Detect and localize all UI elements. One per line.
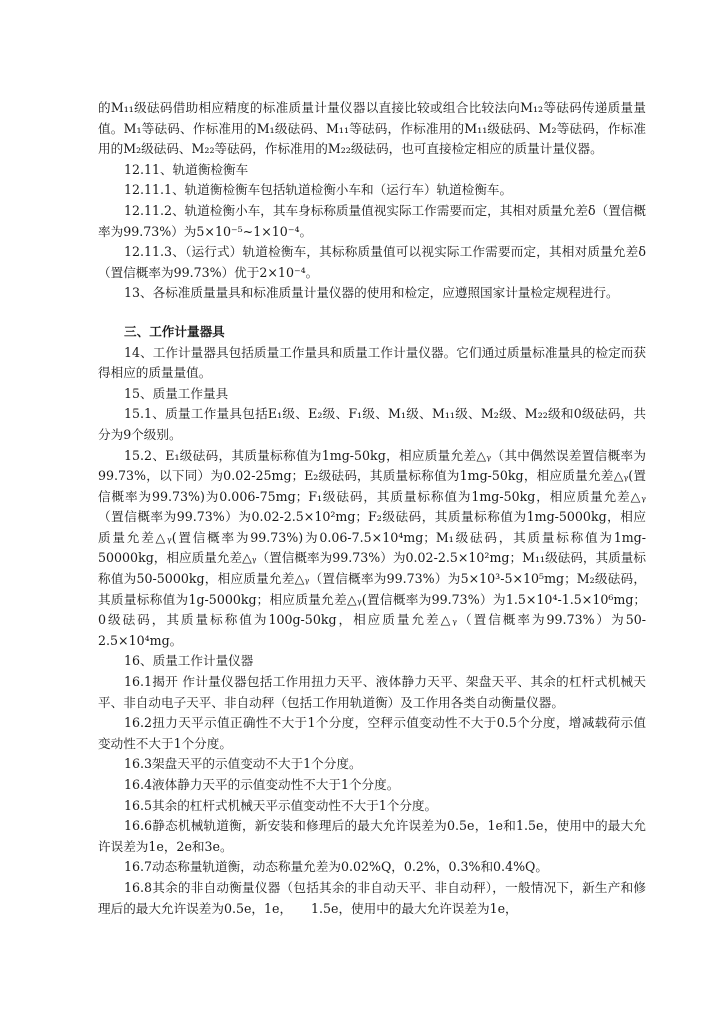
paragraph-16-3: 16.3架盘天平的示值变动不大于1个分度。 (124, 756, 362, 772)
paragraph-14: 14、工作计量器具包括质量工作量具和质量工作计量仪器。它们通过质量标准量具的检定而获得相应的质量量值。 (98, 344, 646, 381)
paragraph-15-2: 15.2、E₁级砝码，其质量标称值为1mg-50kg，相应质量允差△ᵧ（其中偶然误差置信概率为99.73%，以下同）为0.02-25mg；E₂级砝码，其质量标称值为1mg-50kg，相应质量允差△ᵧ(置信概率为99.73%)为0.006-75mg；F₁级砝码，其质量标称值为1mg-50kg，相应质量允差△ᵧ（置信概率为99.73%）为0.02-2.5×10²mg；F₂级砝码，其质量标称值为1mg-5000kg，相应质量允差△ᵧ(置信概率为99.73%)为0.06-7.5×10⁴mg；M₁级砝码，其质量标称值为1mg-50000kg，相应质量允差△ᵧ（置信概率为99.73%）为0.02-2.5×10²mg；M₁₁级砝码，其质量标称值为50-5000kg，相应质量允差△ᵧ（置信概率为99.73%）为5×10³-5×10⁵mg；M₂级砝码，其质量标称值为1g-5000kg；相应质量允差△ᵧ(置信概率为99.73%）为1.5×10⁴-1.5×10⁶mg；0级砝码，其质量标称值为100g-50kg，相应质量允差△ᵧ（置信概率为99.73%）为50-2.5×10⁴mg。 (98, 447, 646, 648)
section-15-title: 15、质量工作量具 (124, 385, 229, 401)
paragraph-16-7: 16.7动态称量轨道衡，动态称量允差为0.02%Q，0.2%，0.3%和0.4%Q。 (124, 859, 548, 875)
paragraph-16-8: 16.8其余的非自动衡量仪器（包括其余的非自动天平、非自动秤），一般情况下，新生产和修理后的最大允许误差为0.5e，1e， 1.5e，使用中的最大允许误差为1e， (98, 879, 646, 916)
paragraph-mass-transfer: 的M₁₁级砝码借助相应精度的标准质量计量仪器以直接比较或组合比较法向M₁₂等砝码传递质量量值。M₁等砝码、作标准用的M₁级砝码、M₁₁等砝码，作标准用的M₁₁级砝码、M₂等砝码，作标准用的M₂级砝码、M₂₂等砝码，作标准用的M₂₂级砝码，也可直接检定相应的质量计量仪器。 (98, 100, 646, 157)
paragraph-16-6: 16.6静态机械轨道衡，新安装和修理后的最大允许误差为0.5e，1e和1.5e，使用中的最大允许误差为1e，2e和3e。 (98, 818, 646, 854)
paragraph-12-11-1: 12.11.1、轨道衡检衡车包括轨道检衡小车和（运行车）轨道检衡车。 (124, 182, 513, 198)
document-page (98, 98, 646, 919)
section-16-title: 16、质量工作计量仪器 (124, 653, 254, 669)
paragraph-15-1: 15.1、质量工作量具包括E₁级、E₂级、F₁级、M₁级、M₁₁级、M₂级、M₂₂级和0级砝码，共分为9个级别。 (98, 406, 646, 442)
paragraph-16-4: 16.4液体静力天平的示值变动性不大于1个分度。 (124, 777, 400, 792)
paragraph-13: 13、各标准质量量具和标准质量计量仪器的使用和检定，应遵照国家计量检定规程进行。 (124, 285, 619, 301)
section-heading-working-instruments: 三、工作计量器具 (124, 323, 225, 339)
paragraph-16-2: 16.2扭力天平示值正确性不大于1个分度，空秤示值变动性不大于0.5个分度，增减载荷示值变动性不大于1个分度。 (98, 715, 646, 751)
paragraph-12-11-2: 12.11.2、轨道检衡小车，其车身标称质量值视实际工作需要而定，其相对质量允差δ（置信概率为99.73%）为5×10⁻⁵~1×10⁻⁴。 (98, 202, 646, 239)
paragraph-16-5: 16.5其余的杠杆式机械天平示值变动性不大于1个分度。 (124, 797, 438, 813)
paragraph-16-1: 16.1揭开 作计量仪器包括工作用扭力天平、液体静力天平、架盘天平、其余的杠杆式机械天平、非自动电子天平、非自动秤（包括工作用轨道衡）及工作用各类自动衡量仪器。 (98, 674, 646, 710)
section-12-11-title: 12.11、轨道衡检衡车 (124, 161, 249, 177)
paragraph-12-11-3: 12.11.3、（运行式）轨道检衡车，其标称质量值可以视实际工作需要而定，其相对质量允差δ（置信概率为99.73%）优于2×10⁻⁴。 (98, 244, 646, 280)
